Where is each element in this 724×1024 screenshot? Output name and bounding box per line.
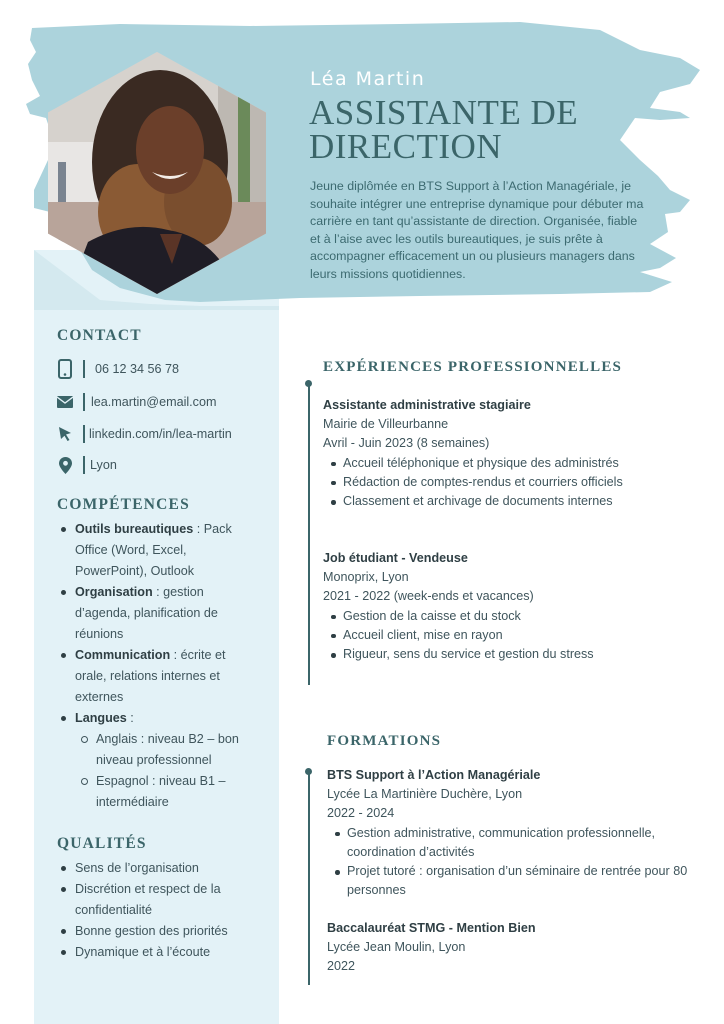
entry-bullet: Accueil téléphonique et physique des administrés xyxy=(323,454,703,473)
contact-email xyxy=(55,391,216,413)
skill-text: : écrite et orale, relations internes et externes xyxy=(75,648,226,704)
email-icon xyxy=(55,391,75,413)
experience-heading: EXPÉRIENCES PROFESSIONNELLES xyxy=(323,359,623,375)
entry-bullets xyxy=(327,824,707,901)
education-timeline xyxy=(308,771,310,985)
experience-timeline xyxy=(308,383,310,685)
entry-title: BTS Support à l’Action Managériale xyxy=(327,768,541,782)
skills-list xyxy=(57,519,257,813)
location-text: Lyon xyxy=(90,458,117,472)
skill-label: Communication xyxy=(75,648,171,662)
divider xyxy=(83,425,85,443)
skill-label: Langues xyxy=(75,711,127,725)
divider xyxy=(83,456,85,474)
location-pin-icon xyxy=(55,454,75,476)
education-entry xyxy=(327,919,707,977)
quality-item: Sens de l’organisation xyxy=(57,858,257,879)
entry-bullet: Gestion administrative, communication professionnelle, coordination d’activités xyxy=(327,824,707,862)
contact-linkedin xyxy=(55,423,232,445)
entry-title: Job étudiant - Vendeuse xyxy=(323,551,468,565)
job-title: ASSISTANTE DE DIRECTION xyxy=(309,93,579,166)
skills-heading: COMPÉTENCES xyxy=(57,496,190,513)
entry-org: Lycée Jean Moulin, Lyon xyxy=(327,940,466,955)
qualities-list xyxy=(57,858,257,963)
entry-bullet: Accueil client, mise en rayon xyxy=(323,626,703,645)
quality-item: Dynamique et à l’écoute xyxy=(57,942,257,963)
experience-entry xyxy=(323,396,703,511)
quality-item: Bonne gestion des priorités xyxy=(57,921,257,942)
language-item: Anglais : niveau B2 – bon niveau professionnel xyxy=(75,729,257,771)
phone-text[interactable]: 06 12 34 56 78 xyxy=(95,362,180,376)
languages-list xyxy=(75,729,257,813)
entry-bullet: Classement et archivage de documents internes xyxy=(323,492,703,511)
entry-title: Assistante administrative stagiaire xyxy=(323,398,531,412)
entry-bullets xyxy=(323,607,703,665)
skill-label: Outils bureautiques xyxy=(75,522,194,536)
skill-item xyxy=(57,582,257,645)
phone-icon xyxy=(55,358,75,380)
contact-phone xyxy=(55,358,179,380)
entry-org: Mairie de Villeurbanne xyxy=(323,417,449,432)
divider xyxy=(83,393,85,411)
skill-text: : xyxy=(126,711,134,725)
contact-location xyxy=(55,454,117,476)
skill-item xyxy=(57,708,257,813)
entry-org: Monoprix, Lyon xyxy=(323,570,409,585)
skill-item xyxy=(57,519,257,582)
email-link[interactable]: lea.martin@email.com xyxy=(91,395,217,409)
linkedin-link[interactable]: linkedin.com/in/lea-martin xyxy=(89,427,232,441)
entry-bullet: Rigueur, sens du service et gestion du stress xyxy=(323,645,703,664)
skill-item xyxy=(57,645,257,708)
skill-label: Organisation xyxy=(75,585,153,599)
entry-bullet: Projet tutoré : organisation d’un séminaire de rentrée pour 80 personnes xyxy=(327,862,707,900)
entry-org: Lycée La Martinière Duchère, Lyon xyxy=(327,787,523,802)
entry-bullet: Rédaction de comptes-rendus et courriers officiels xyxy=(323,473,703,492)
profile-summary: Jeune diplômée en BTS Support à l’Action Managériale, je souhaite intégrer une entreprise dynamique pour débuter ma carrière en tant qu’assistante de direction. Organisée, fiable et à l’aise avec les outils bureautiques, je suis prête à accompagner efficacement un ou plusieurs managers dans leurs missions quotidiennes. xyxy=(310,179,644,281)
quality-item: Discrétion et respect de la confidentialité xyxy=(57,879,257,921)
entry-dates: 2022 - 2024 xyxy=(327,806,395,821)
cursor-icon xyxy=(55,423,75,445)
candidate-name: Léa Martin xyxy=(310,68,426,90)
language-item: Espagnol : niveau B1 – intermédiaire xyxy=(75,771,257,813)
entry-dates: 2021 - 2022 (week-ends et vacances) xyxy=(323,589,534,604)
entry-dates: 2022 xyxy=(327,959,356,974)
divider xyxy=(83,360,85,378)
education-entry xyxy=(327,766,707,900)
entry-dates: Avril - Juin 2023 (8 semaines) xyxy=(323,436,490,451)
education-heading: FORMATIONS xyxy=(327,733,442,749)
skill-text: : Pack Office (Word, Excel, PowerPoint), Outlook xyxy=(75,522,232,578)
qualities-heading: QUALITÉS xyxy=(57,835,147,852)
entry-bullet: Gestion de la caisse et du stock xyxy=(323,607,703,626)
experience-entry xyxy=(323,549,703,664)
contact-heading: CONTACT xyxy=(57,327,142,344)
entry-title: Baccalauréat STMG - Mention Bien xyxy=(327,921,536,935)
skill-text: : gestion d’agenda, planification de réunions xyxy=(75,585,218,641)
entry-bullets xyxy=(323,454,703,512)
